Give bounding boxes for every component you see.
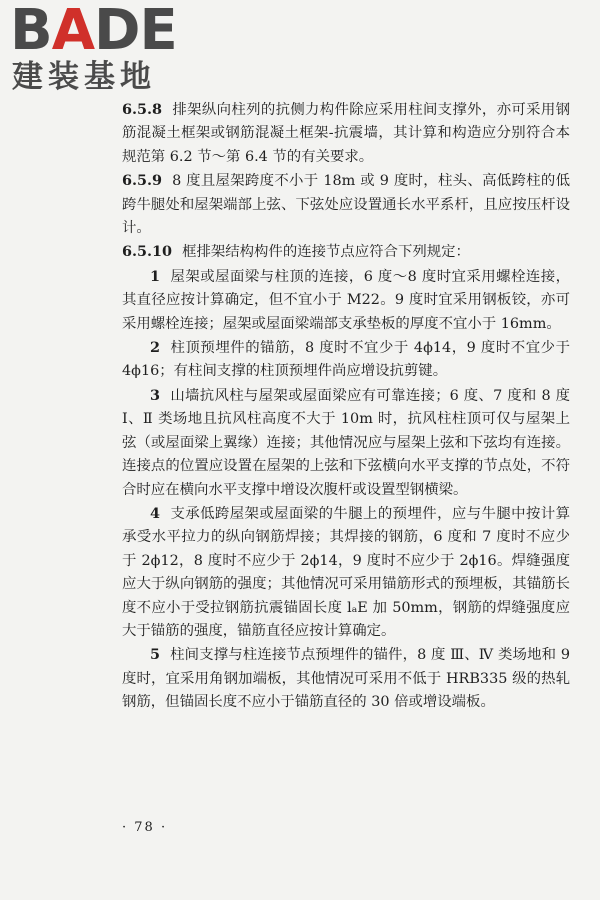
clause-number: 2: [150, 339, 161, 357]
clause-text: 柱顶预埋件的锚筋，8 度时不宜少于 4ϕ14，9 度时不宜少于 4ϕ16；有柱间支撑的柱顶预埋件尚应增设抗剪键。: [122, 340, 570, 380]
section-text: 框排架结构构件的连接节点应符合下列规定：: [182, 244, 470, 261]
section-text: 8 度且屋架跨度不小于 18m 或 9 度时，柱头、高低跨柱的低跨牛腿处和屋架端部上弦、下弦处应设置通长水平系杆，且应按压杆设计。: [122, 173, 570, 237]
bade-logo: [10, 2, 190, 94]
clause-item-3: [122, 384, 570, 502]
clause-text: 山墙抗风柱与屋架或屋面梁应有可靠连接；6 度、7 度和 8 度 Ⅰ、Ⅱ 类场地且抗风柱高度不大于 10m 时，抗风柱柱顶可仅与屋架上弦（或屋面梁上翼缘）连接；其他情况应与屋架上弦和下弦均有连接。连接点的位置应设置在屋架的上弦和下弦横向水平支撑的节点处，不符合时应在横向水平支撑中增设次腹杆或设置型钢横梁。: [122, 387, 570, 498]
logo-chinese-text: 建装基地: [12, 59, 156, 95]
page-number: · 78 ·: [122, 820, 168, 835]
logo-letter-b: B: [10, 0, 52, 63]
logo-letter-a: A: [51, 0, 95, 63]
clause-item-5: [122, 643, 570, 714]
section-number: 6.5.8: [122, 101, 163, 118]
clause-number: 3: [150, 386, 161, 404]
clause-item-2: [122, 336, 570, 384]
clause-text: 屋架或屋面梁与柱顶的连接，6 度～8 度时宜采用螺栓连接，其直径应按计算确定，但不宜小于 M22。9 度时宜采用钢板铰，亦可采用螺栓连接；屋架或屋面梁端部支承垫板的厚度不宜小于 16mm。: [122, 268, 570, 332]
clause-item-4: [122, 502, 570, 643]
clause-number: 4: [150, 504, 161, 522]
section-6-5-10: [122, 240, 570, 264]
clause-text: 柱间支撑与柱连接节点预埋件的锚件，8 度 Ⅲ、Ⅳ 类场地和 9 度时，宜采用角钢加端板，其他情况可采用不低于 HRB335 级的热轧钢筋，但锚固长度不应小于锚筋直径的 30 倍或增设端板。: [122, 647, 570, 711]
section-6-5-9: [122, 169, 570, 240]
clause-item-1: [122, 265, 570, 336]
logo-wordmark: [10, 0, 177, 63]
clause-number: 1: [150, 267, 161, 285]
clause-text: 支承低跨屋架或屋面梁的牛腿上的预埋件，应与牛腿中按计算承受水平拉力的纵向钢筋焊接；其焊接的钢筋，6 度和 7 度时不应少于 2ϕ12，8 度时不应少于 2ϕ14，9 度时不应少于 2ϕ16。焊缝强度应大于纵向钢筋的强度；其他情况可采用锚筋形式的预埋板，其锚筋长度不应小于受拉钢筋抗震锚固长度 lₐE 加 50mm，钢筋的焊缝强度应大于锚筋的强度，锚筋直径应按计算确定。: [122, 505, 570, 639]
section-number: 6.5.9: [122, 172, 163, 190]
document-body: [122, 98, 570, 715]
logo-letters-de: DE: [94, 0, 177, 63]
section-text: 排架纵向柱列的抗侧力构件除应采用柱间支撑外，亦可采用钢筋混凝土框架或钢筋混凝土框架-抗震墙，其计算和构造应分别符合本规范第 6.2 节～第 6.4 节的有关要求。: [122, 102, 570, 165]
section-6-5-8: [122, 98, 570, 169]
section-number: 6.5.10: [122, 243, 173, 261]
clause-number: 5: [150, 646, 161, 664]
